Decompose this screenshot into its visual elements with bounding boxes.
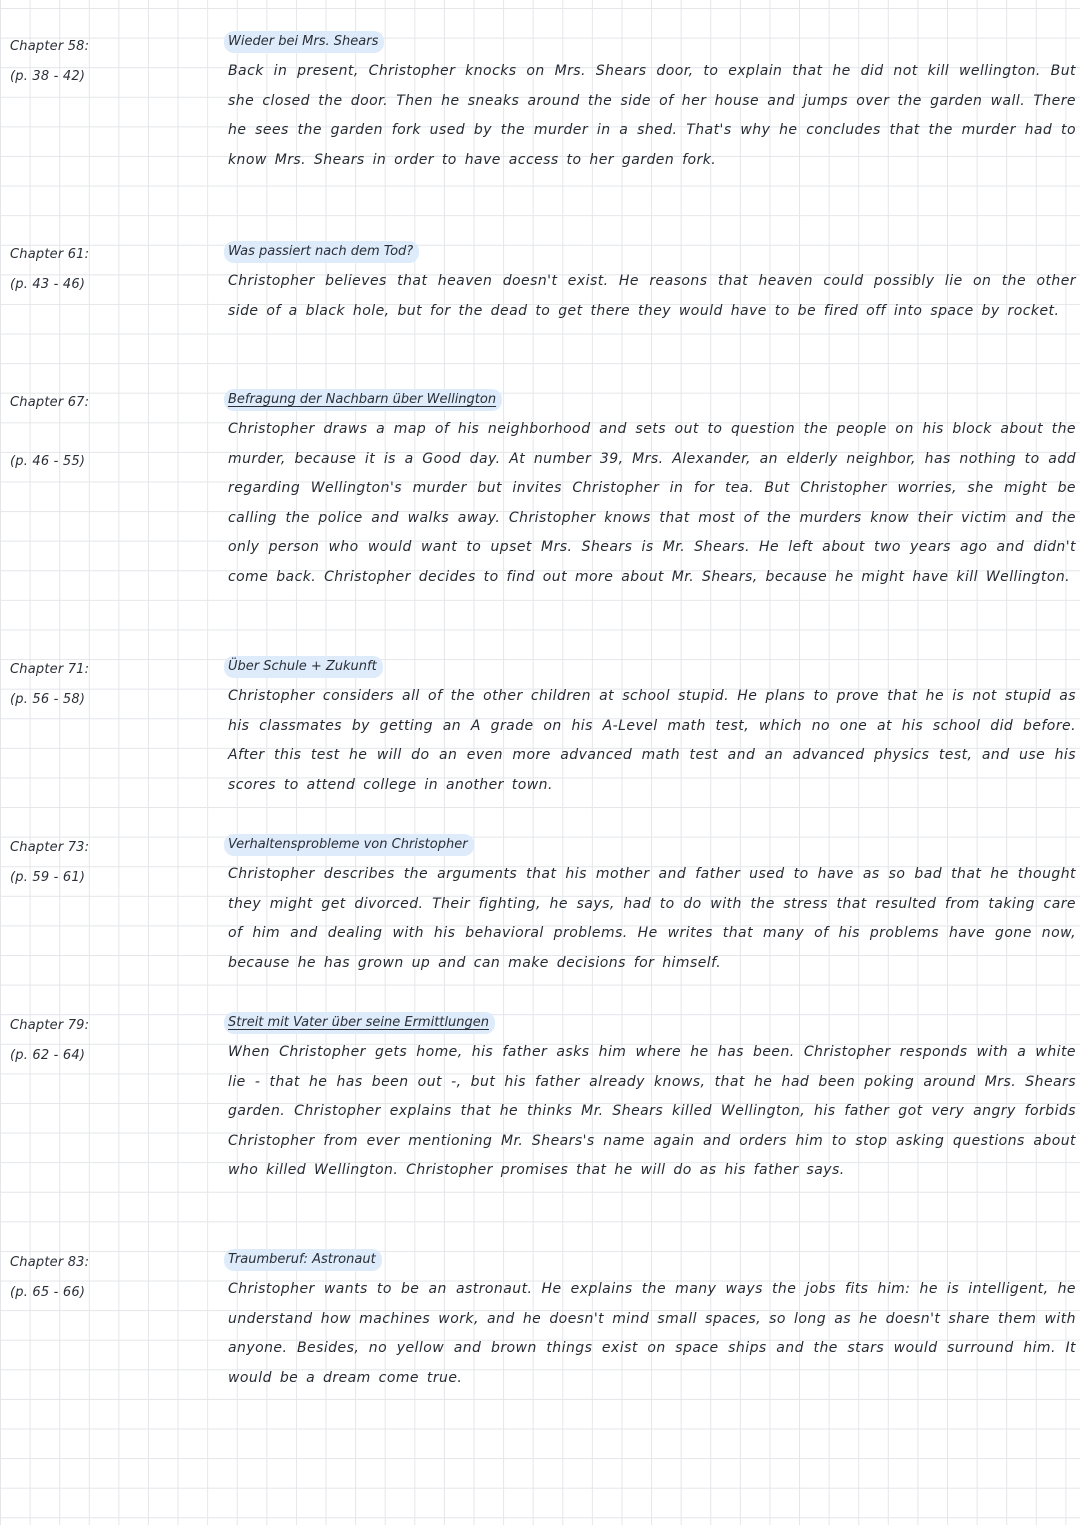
section-heading: Verhaltensprobleme von Christopher	[224, 834, 474, 856]
chapter-content	[228, 1011, 1076, 1186]
chapter-content	[228, 388, 1076, 593]
chapter-label	[10, 1011, 210, 1070]
summary-text: Christopher considers all of the other children at school stupid. He plans to prove that he is not stupid as his classmates by getting an A grade on his A-Level math test, which no one at his school did before. After this test he will do an even more advanced math test and an advanced physics test, and use his scores to attend college in another town.	[228, 688, 1076, 793]
chapter-pages: (p. 43 - 46)	[10, 276, 86, 292]
chapter-content	[228, 655, 1076, 800]
summary-text: Christopher wants to be an astronaut. He explains the many ways the jobs fits him: he is intelligent, he understand how machines work, and he doesn't mind small spaces, so long as he doesn't share them with anyone. Besides, no yellow and brown things exist on space ships and the stars would surround him. It would be a dream come true.	[228, 1281, 1076, 1386]
chapter-content	[228, 833, 1076, 978]
section-heading: Wieder bei Mrs. Shears	[224, 31, 384, 53]
section-heading: Über Schule + Zukunft	[224, 656, 383, 678]
chapter-content	[228, 30, 1076, 175]
chapter-pages: (p. 46 - 55)	[10, 454, 86, 470]
chapter-number: Chapter 71:	[10, 662, 90, 677]
chapter-label	[10, 833, 210, 892]
summary-text: Christopher draws a map of his neighborhood and sets out to question the people on his block about the murder, because it is a Good day. At number 39, Mrs. Alexander, an elderly neighbor, has nothing to add regarding Wellington's murder but invites Christopher in for tea. But Christopher worries, she might be calling the police and walks away. Christopher knows that most of the murders know their victim and the only person who would want to upset Mrs. Shears is Mr. Shears. He left about two years ago and didn't come back. Christopher decides to find out more about Mr. Shears, because he might have kill Wellington.	[228, 421, 1076, 585]
chapter-number: Chapter 73:	[10, 840, 90, 855]
chapter-number: Chapter 61:	[10, 247, 90, 262]
section-heading: Traumberuf: Astronaut	[224, 1249, 382, 1271]
summary-text: Christopher describes the arguments that his mother and father used to have as so bad that he thought they might get divorced. Their fighting, he says, had to do with the stress that resulted from taking care of him and dealing with his behavioral problems. He writes that many of his problems have gone now, because he has grown up and can make decisions for himself.	[228, 866, 1076, 971]
chapter-label	[10, 655, 210, 714]
summary-text: Christopher believes that heaven doesn't exist. He reasons that heaven could possibly lie on the other side of a black hole, but for the dead to get there they would have to be fired off into space by rocket.	[228, 273, 1076, 319]
section-heading: Was passiert nach dem Tod?	[224, 241, 419, 263]
chapter-number: Chapter 58:	[10, 39, 90, 54]
summary-text: Back in present, Christopher knocks on Mrs. Shears door, to explain that he did not kill wellington. But she closed the door. Then he sneaks around the side of her house and jumps over the garden wall. There he sees the garden fork used by the murder in a shed. That's why he concludes that the murder had to know Mrs. Shears in order to have access to her garden fork.	[228, 63, 1076, 168]
summary-text: When Christopher gets home, his father asks him where he has been. Christopher responds with a white lie - that he has been out -, but his father already knows, that he had been poking around Mrs. Shears garden. Christopher explains that he thinks Mr. Shears killed Wellington, his father got very angry forbids Christopher from ever mentioning Mr. Shears's name again and orders him to stop asking questions about who killed Wellington. Christopher promises that he will do as his father says.	[228, 1044, 1076, 1179]
chapter-pages: (p. 38 - 42)	[10, 68, 86, 84]
chapter-content	[228, 240, 1076, 326]
chapter-pages: (p. 62 - 64)	[10, 1047, 86, 1063]
chapter-pages: (p. 65 - 66)	[10, 1284, 86, 1300]
chapter-label	[10, 1248, 210, 1307]
chapter-pages: (p. 59 - 61)	[10, 869, 86, 885]
section-heading: Befragung der Nachbarn über Wellington	[224, 389, 502, 411]
chapter-label	[10, 32, 210, 91]
chapter-label	[10, 240, 210, 299]
chapter-pages: (p. 56 - 58)	[10, 691, 86, 707]
chapter-content	[228, 1248, 1076, 1393]
chapter-number: Chapter 67:	[10, 395, 90, 410]
section-heading: Streit mit Vater über seine Ermittlungen	[224, 1012, 495, 1034]
chapter-number: Chapter 83:	[10, 1255, 90, 1270]
chapter-label	[10, 388, 210, 477]
chapter-number: Chapter 79:	[10, 1018, 90, 1033]
